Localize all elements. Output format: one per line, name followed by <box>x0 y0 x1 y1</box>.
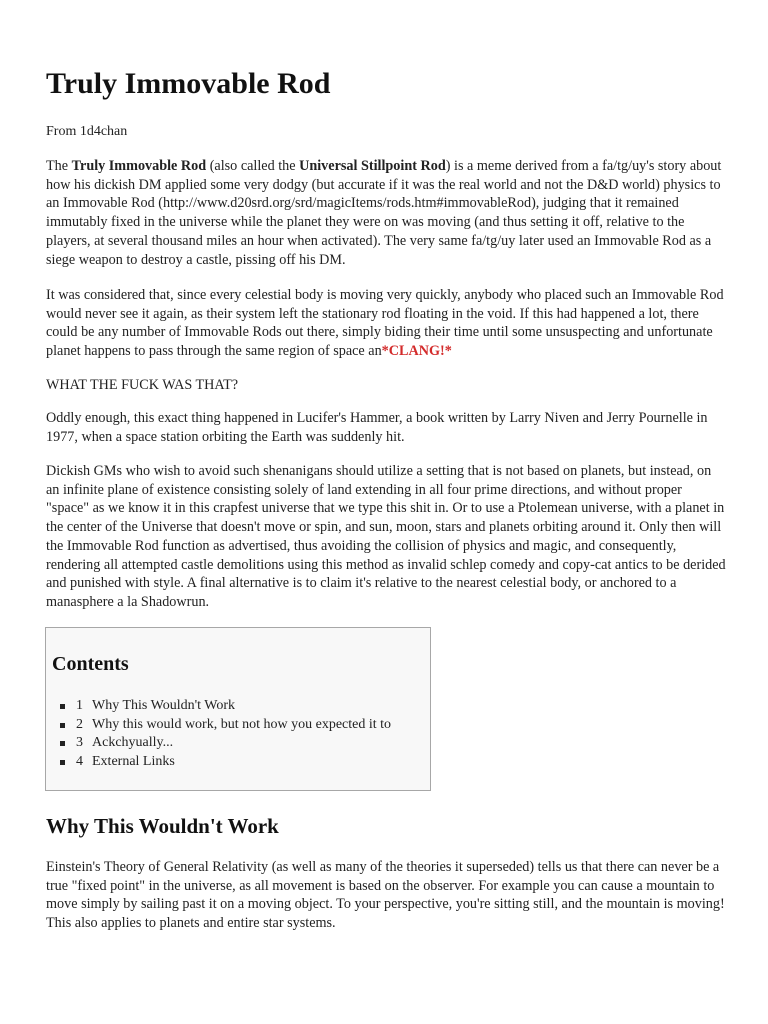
clang-highlight: *CLANG!* <box>381 343 452 360</box>
toc-number: 1 <box>76 698 83 713</box>
page-title: Truly Immovable Rod <box>46 67 331 100</box>
intro-paragraph-4: Oddly enough, this exact thing happened in Lucifer's Hammer, a book written by Larry Niven and Jerry Pournelle in 1977, when a space station orbiting the Earth was suddenly hit. <box>46 410 708 445</box>
toc-list <box>76 697 391 771</box>
toc-item-why-this-would-work[interactable] <box>76 716 391 735</box>
intro-paragraph-3: WHAT THE FUCK WAS THAT? <box>46 377 239 393</box>
toc-item-ackchyually[interactable] <box>76 734 391 753</box>
bold-term-truly-immovable-rod: Truly Immovable Rod <box>71 158 207 174</box>
section1-paragraph-1: Einstein's Theory of General Relativity (as well as many of the theories it superseded) tells us that there can never be a true "fixed point" in the universe, as all movement is based on the observer. For example you can cause a mountain to move simply by sailing past it on a moving object. To your perspective, you're sitting still, and the mountain is moving! This also applies to planets and entire star systems. <box>46 859 725 932</box>
toc-heading: Contents <box>52 653 129 675</box>
bold-term-universal-stillpoint-rod: Universal Stillpoint Rod <box>299 158 446 174</box>
source-line: From 1d4chan <box>46 124 128 139</box>
toc-item-external-links[interactable] <box>76 753 391 772</box>
toc-number: 2 <box>76 716 83 732</box>
text-run: It was considered that, since every celestial body is moving very quickly, anybody who placed such an Immovable Rod would never see it again, as their system left the stationary rod floating in the void. If this had happened a lot, there could be any number of Immovable Rods out there, simply biding their time until some unsuspecting and unfortunate planet happens to pass through the same region of space an <box>46 287 724 360</box>
toc-item-why-this-wouldnt-work[interactable] <box>76 697 391 716</box>
text-run: (also called the <box>206 158 300 174</box>
toc-number: 3 <box>76 735 83 751</box>
text-run: ) is a meme derived from a fa/tg/uy's story about how his dickish DM applied some very dodgy (but accurate if it was the real world and not the D&D world) physics to an Immovable Rod (http://www.d20srd.org/srd/magicItems/rods.htm#immovableRod), judging that it remained immutably fixed in the universe while the planet they were on was moving (and thus setting it off, relative to the players, at several thousand miles an hour when activated). The very same fa/tg/uy later used an Immovable Rod as a siege weapon to destroy a castle, pissing off his DM. <box>46 158 722 268</box>
table-of-contents <box>45 627 431 791</box>
intro-paragraph-2 <box>46 286 726 361</box>
section-heading-why-this-wouldnt-work: Why This Wouldn't Work <box>46 814 279 838</box>
toc-link[interactable]: Ackchyually... <box>92 735 174 751</box>
toc-link[interactable]: Why this would work, but not how you expected it to <box>92 716 392 732</box>
toc-number: 4 <box>76 753 83 769</box>
intro-paragraph-1 <box>46 157 726 269</box>
text-run: The <box>46 158 72 174</box>
toc-link[interactable]: Why This Wouldn't Work <box>92 698 235 713</box>
intro-paragraph-5: Dickish GMs who wish to avoid such shenanigans should utilize a setting that is not based on planets, but instead, on an infinite plane of existence consisting solely of land extending in all four prime directions, and without proper "space" as we know it in this crapfest universe that we type this shit in. Or to use a Ptolemean universe, with a planet in the center of the Universe that doesn't move or spin, and sun, moon, stars and planets orbiting around it. Only then will the Immovable Rod function as advertised, thus avoiding the collision of physics and magic, and consequently, rendering all attempted castle demolitions using this method as invalid schlep comedy and copy-cat antics to be derided and punished with style. A final alternative is to claim it's relative to the nearest celestial body, or anchored to a manasphere a la Shadowrun. <box>46 463 726 610</box>
toc-link[interactable]: External Links <box>92 753 175 769</box>
